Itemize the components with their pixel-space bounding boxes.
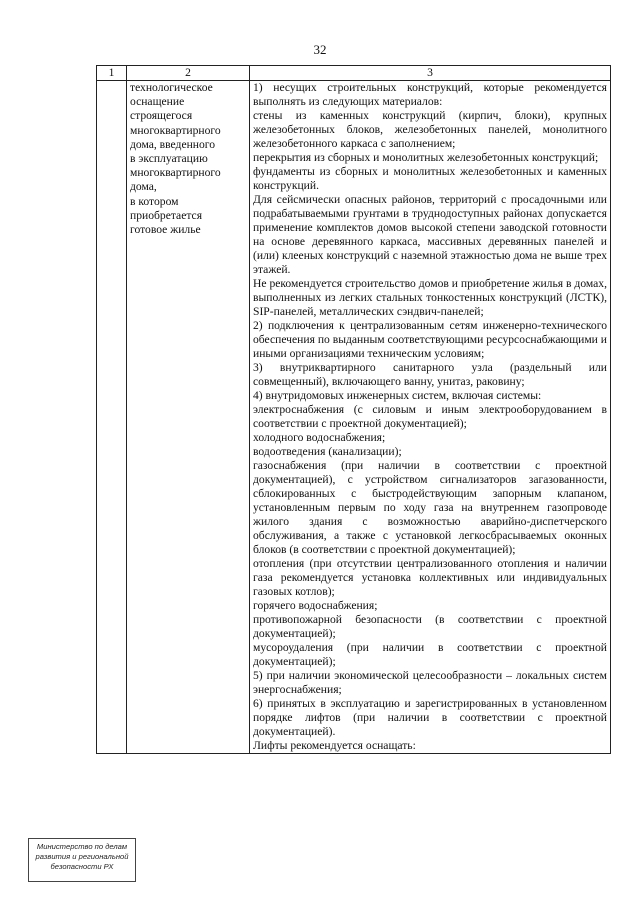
col2-line: оснащение	[130, 95, 185, 109]
paragraph: 3) внутриквартирного санитарного узла (раздельный или совмещенный), включающего ванну, унитаз, раковину;	[253, 361, 607, 388]
cell-col1	[97, 81, 127, 754]
page-number: 32	[313, 42, 327, 57]
paragraph: газоснабжения (при наличии в соответствии с проектной документацией), с устройством сигнализаторов загазованности, сблокированных с быстродействующим запорным клапаном, установленным первым по ходу газа на внутреннем газопроводе жилого здания с возможностью аварийно-диспетчерского обслуживания, а также с установкой легкосбрасываемых оконных блоков (в соответствии с проектной документацией);	[253, 459, 607, 556]
paragraph: Не рекомендуется строительство домов и приобретение жилья в домах, выполненных из легких стальных тонкостенных конструкций (ЛСТК), SIP-панелей, металлических сэндвич-панелей;	[253, 277, 607, 318]
table-row	[97, 81, 611, 754]
col2-line: многоквартирного	[130, 123, 221, 137]
paragraph: 5) при наличии экономической целесообразности – локальных систем энергоснабжения;	[253, 669, 607, 696]
ministry-stamp	[28, 838, 136, 882]
paragraph: 1) несущих строительных конструкций, которые рекомендуется выполнять из следующих материалов:	[253, 81, 607, 108]
stamp-line: развития и региональной	[35, 852, 129, 861]
header-cell-1: 1	[97, 66, 127, 81]
col2-line: дома,	[130, 180, 157, 194]
paragraph: холодного водоснабжения;	[253, 431, 386, 444]
paragraph: Лифты рекомендуется оснащать:	[253, 739, 416, 752]
paragraph: мусороудаления (при наличии в соответствии с проектной документацией);	[253, 641, 607, 668]
paragraph: водоотведения (канализации);	[253, 445, 402, 458]
header-cell-2: 2	[127, 66, 250, 81]
paragraph: 6) принятых в эксплуатацию и зарегистрированных в установленном порядке лифтов (при наличии в соответствии с проектной документацией).	[253, 697, 607, 738]
stamp-line: Министерство по делам	[36, 842, 128, 851]
header-cell-3: 3	[250, 66, 611, 81]
paragraph: противопожарной безопасности (в соответствии с проектной документацией);	[253, 613, 607, 640]
paragraph: фундаменты из сборных и монолитных железобетонных и каменных конструкций.	[253, 165, 607, 192]
table-header-row	[97, 66, 611, 81]
col2-line: в эксплуатацию	[130, 152, 208, 166]
col2-line: приобретается	[130, 208, 203, 222]
paragraph: Для сейсмически опасных районов, территорий с просадочными или подрабатываемыми грунтами в труднодоступных районах допускается применение комплектов домов высокой степени заводской готовности на основе деревянного каркаса, массивных деревянных панелей и (или) клееных конструкций с наземной этажностью дома не выше трех этажей.	[253, 193, 607, 276]
col2-line: в котором	[130, 194, 179, 208]
col2-line: готовое жилье	[130, 223, 201, 237]
paragraph: электроснабжения (с силовым и иным электрооборудованием в соответствии с проектной документацией);	[253, 403, 607, 430]
col2-line: дома, введенного	[130, 137, 216, 151]
paragraph: перекрытия из сборных и монолитных железобетонных конструкций;	[253, 151, 599, 164]
col2-line: строящегося	[130, 109, 193, 123]
paragraph: отопления (при отсутствии централизованного отопления и наличии газа рекомендуется установка коллективных или индивидуальных газовых котлов);	[253, 557, 607, 598]
stamp-line: безопасности РХ	[50, 862, 114, 871]
paragraph: 2) подключения к централизованным сетям инженерно-технического обеспечения по выданным соответствующими ресурсоснабжающими и иными организациями техническим условиям;	[253, 319, 607, 360]
document-table	[96, 65, 611, 754]
col2-line: технологическое	[130, 81, 213, 94]
paragraph: горячего водоснабжения;	[253, 599, 378, 612]
paragraph: 4) внутридомовых инженерных систем, включая системы:	[253, 389, 542, 402]
paragraph: стены из каменных конструкций (кирпич, блоки), крупных железобетонных блоков, железобетонных панелей, монолитного железобетонного каркаса с заполнением;	[253, 109, 607, 150]
col2-line: многоквартирного	[130, 166, 221, 180]
cell-col2	[127, 81, 250, 754]
cell-col3	[250, 81, 611, 754]
